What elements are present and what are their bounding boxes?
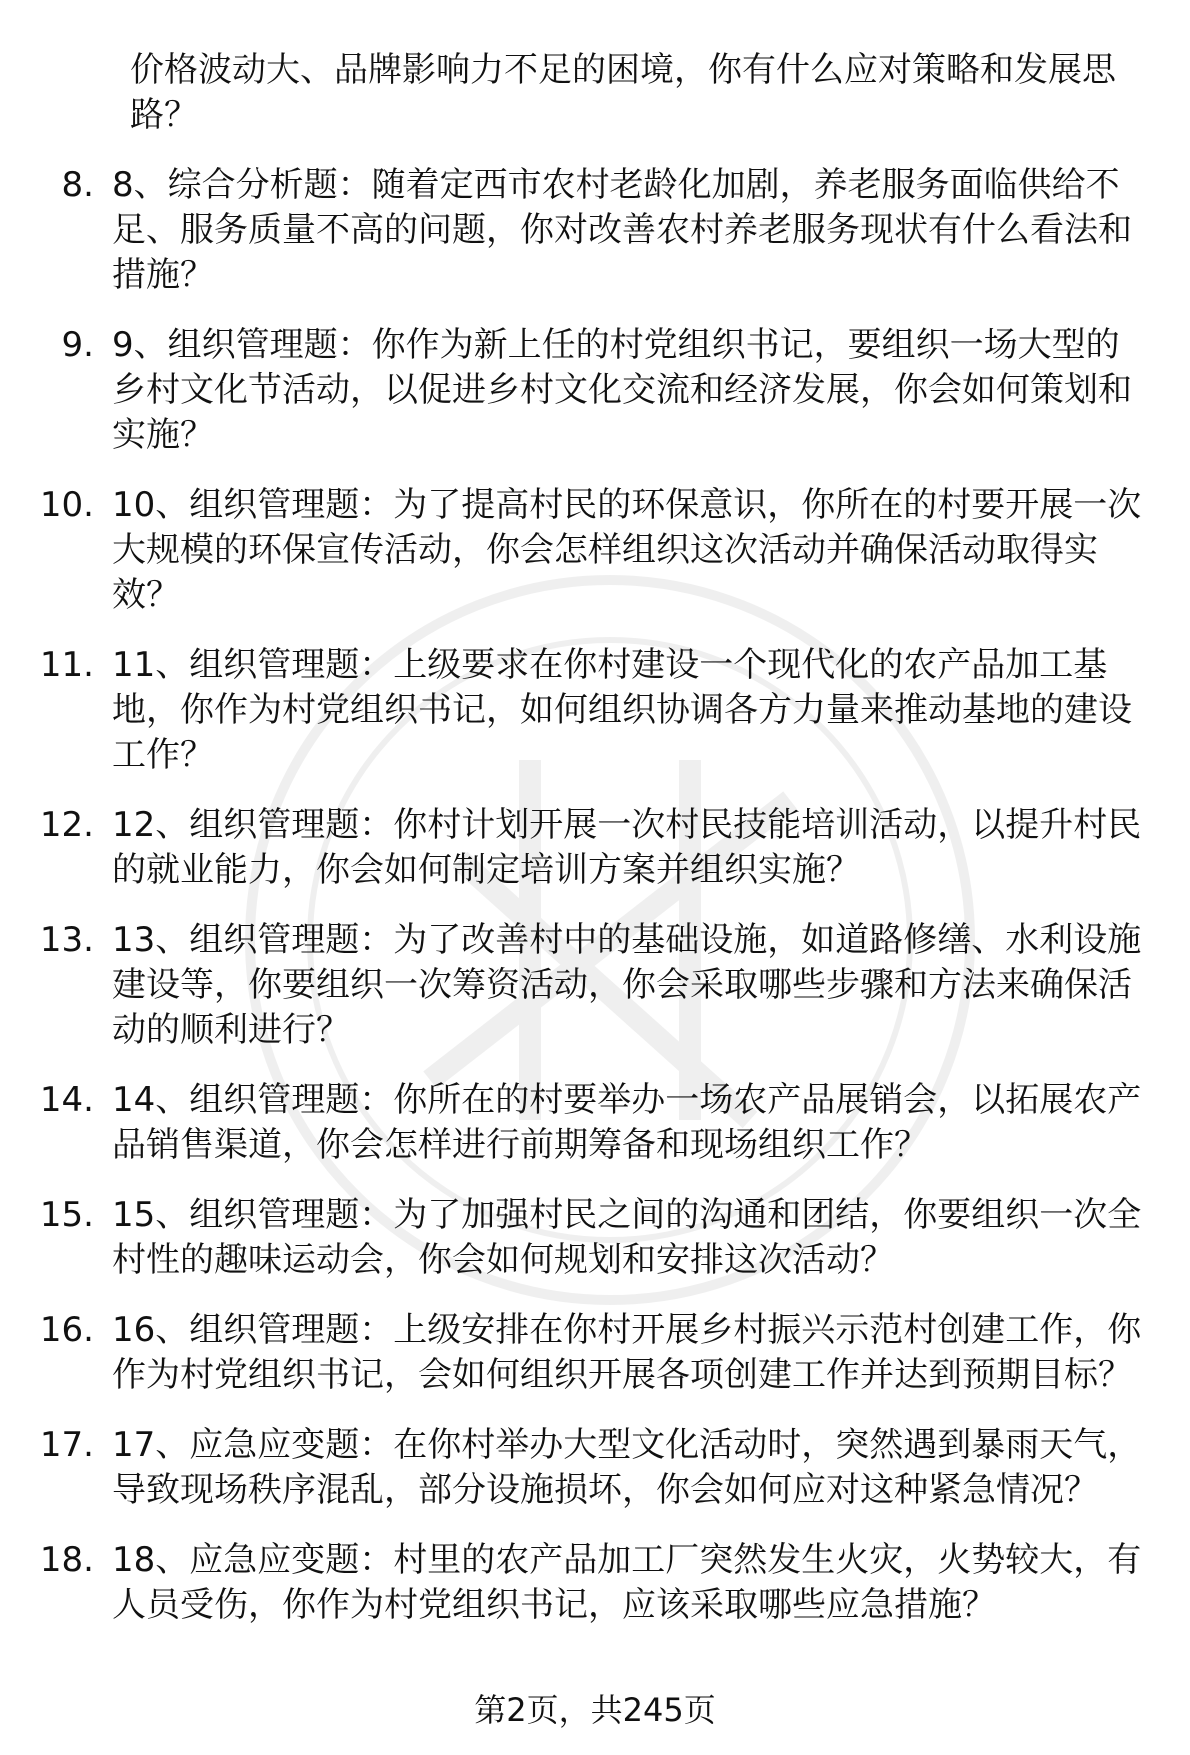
item-text: 13、组织管理题：为了改善村中的基础设施，如道路修缮、水利设施建设等，你要组织一次筹资活动，你会采取哪些步骤和方法来确保活动的顺利进行？ bbox=[112, 920, 1142, 1050]
item-text: 16、组织管理题：上级安排在你村开展乡村振兴示范村创建工作，你作为村党组织书记，会如何组织开展各项创建工作并达到预期目标？ bbox=[112, 1310, 1142, 1395]
item-text: 14、组织管理题：你所在的村要举办一场农产品展销会，以拓展农产品销售渠道，你会怎样进行前期筹备和现场组织工作？ bbox=[112, 1080, 1142, 1165]
item-text: 10、组织管理题：为了提高村民的环保意识，你所在的村要开展一次大规模的环保宣传活动，你会怎样组织这次活动并确保活动取得实效？ bbox=[112, 485, 1142, 615]
question-list bbox=[0, 48, 1190, 1653]
item-text: 15、组织管理题：为了加强村民之间的沟通和团结，你要组织一次全村性的趣味运动会，你会如何规划和安排这次活动？ bbox=[112, 1195, 1142, 1280]
item-number: 10. bbox=[39, 485, 94, 525]
item-number: 17. bbox=[39, 1425, 94, 1465]
item-text: 12、组织管理题：你村计划开展一次村民技能培训活动，以提升村民的就业能力，你会如何制定培训方案并组织实施？ bbox=[112, 805, 1142, 890]
list-item bbox=[0, 918, 1190, 1053]
list-item bbox=[0, 1078, 1190, 1168]
item-text: 8、综合分析题：随着定西市农村老龄化加剧，养老服务面临供给不足、服务质量不高的问题，你对改善农村养老服务现状有什么看法和措施？ bbox=[112, 165, 1132, 295]
item-number: 14. bbox=[39, 1080, 94, 1120]
list-item bbox=[0, 1538, 1190, 1628]
list-item bbox=[0, 803, 1190, 893]
item-text: 17、应急应变题：在你村举办大型文化活动时，突然遇到暴雨天气，导致现场秩序混乱，部分设施损坏，你会如何应对这种紧急情况？ bbox=[112, 1425, 1142, 1510]
item-number: 13. bbox=[39, 920, 94, 960]
list-item bbox=[0, 1308, 1190, 1398]
list-item bbox=[0, 1423, 1190, 1513]
list-item bbox=[0, 323, 1190, 458]
list-item bbox=[0, 1193, 1190, 1283]
list-item bbox=[0, 163, 1190, 298]
item-text: 18、应急应变题：村里的农产品加工厂突然发生火灾，火势较大，有人员受伤，你作为村党组织书记，应该采取哪些应急措施？ bbox=[112, 1540, 1142, 1625]
item-text: 9、组织管理题：你作为新上任的村党组织书记，要组织一场大型的乡村文化节活动，以促进乡村文化交流和经济发展，你会如何策划和实施？ bbox=[112, 325, 1132, 455]
item-text: 11、组织管理题：上级要求在你村建设一个现代化的农产品加工基地，你作为村党组织书记，如何组织协调各方力量来推动基地的建设工作？ bbox=[112, 645, 1132, 775]
list-item bbox=[0, 643, 1190, 778]
item-number: 8. bbox=[61, 165, 94, 205]
item-number: 12. bbox=[39, 805, 94, 845]
item-number: 9. bbox=[61, 325, 94, 365]
item-number: 16. bbox=[39, 1310, 94, 1350]
item-number: 11. bbox=[39, 645, 94, 685]
list-item bbox=[0, 483, 1190, 618]
continued-text: 价格波动大、品牌影响力不足的困境，你有什么应对策略和发展思路？ bbox=[130, 50, 1116, 135]
item-number: 18. bbox=[39, 1540, 94, 1580]
page-footer: 第2页，共245页 bbox=[474, 1691, 716, 1729]
item-number: 15. bbox=[39, 1195, 94, 1235]
